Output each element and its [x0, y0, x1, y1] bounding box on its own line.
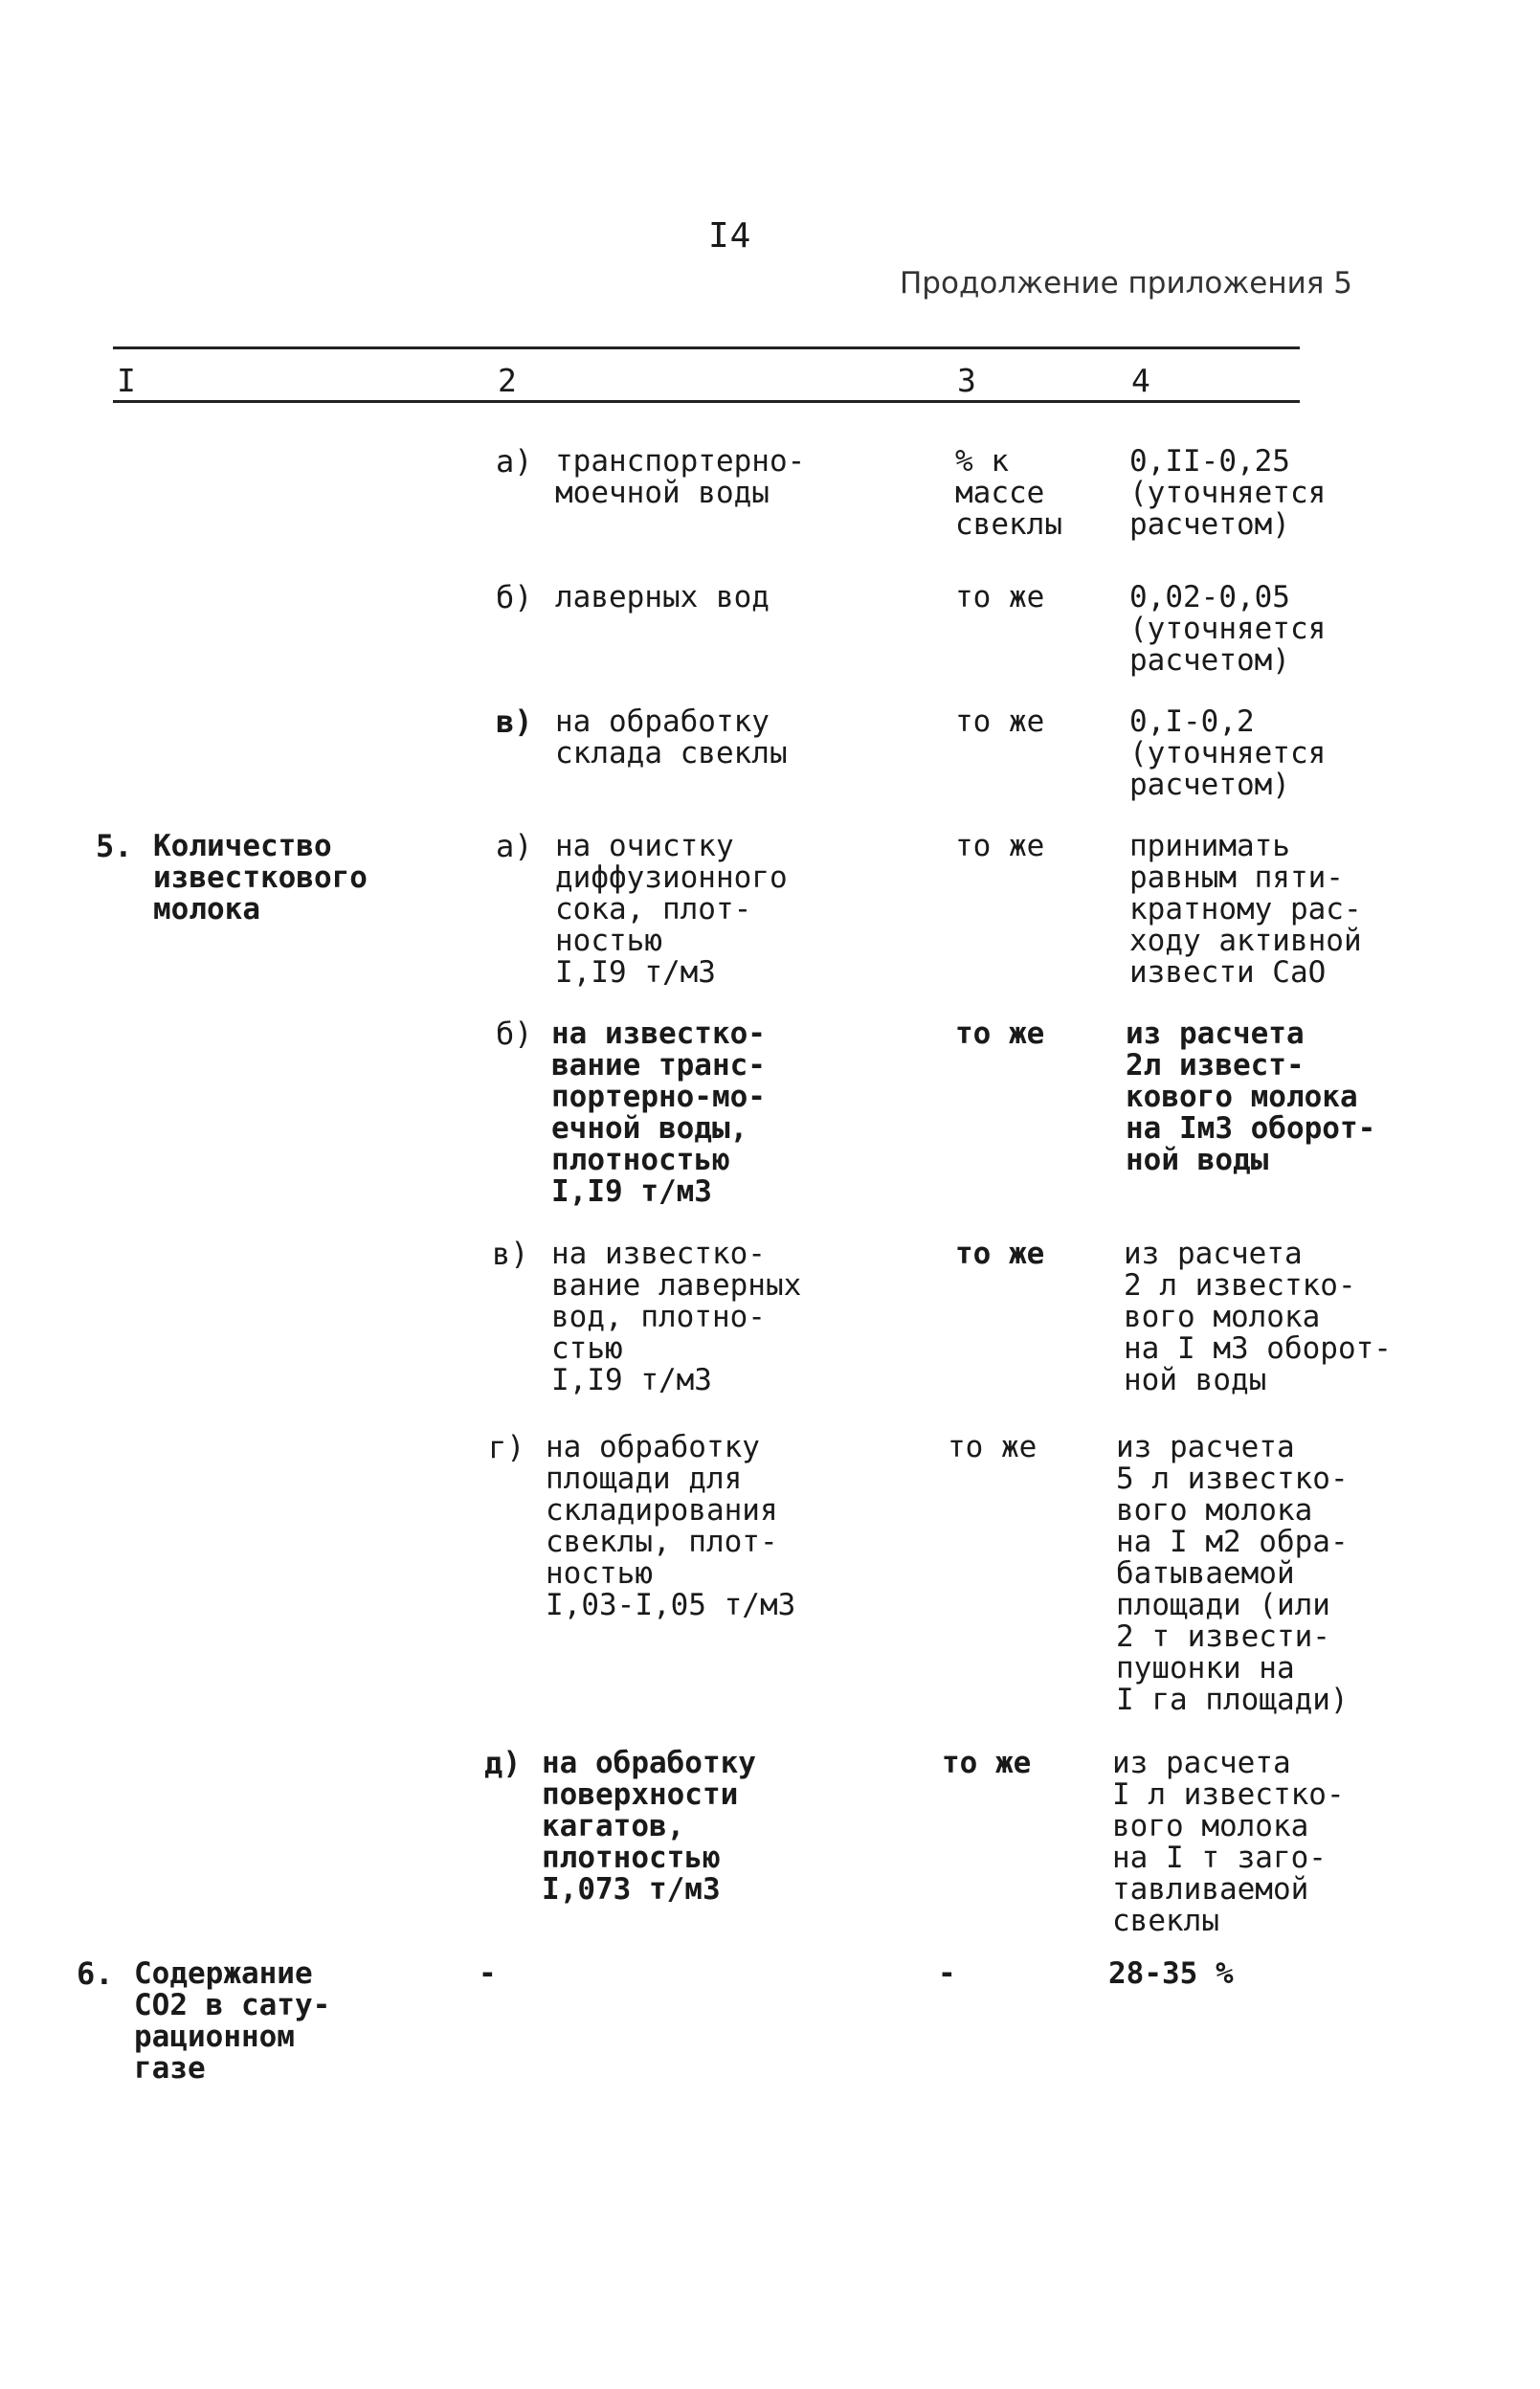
parameter-name: Количество известкового молока [153, 829, 368, 927]
item-label: б) [496, 1016, 533, 1052]
item-label: в) [496, 703, 533, 740]
item-unit: то же [948, 1430, 1038, 1464]
item-number: 6. [77, 1955, 114, 1992]
item-label: а) [496, 443, 533, 480]
item-description: на очистку диффузионного сока, плот- ностью I,I9 т/м3 [555, 829, 788, 990]
column-header-2: 2 [498, 362, 517, 399]
item-description: транспортерно- моечной воды [555, 444, 806, 510]
item-unit: % к массе свеклы [955, 444, 1062, 542]
item-value: 0,II-0,25 (уточняется расчетом) [1129, 444, 1327, 542]
item-unit: то же [955, 1016, 1045, 1051]
item-description: на обработку склада свеклы [555, 704, 788, 770]
table-top-rule [113, 346, 1300, 349]
column-header-4: 4 [1131, 362, 1150, 399]
item-description: лаверных вод [555, 580, 770, 614]
item-label: д) [484, 1745, 522, 1781]
item-label: б) [496, 579, 533, 615]
item-description: - [479, 1956, 497, 1991]
column-header-3: 3 [957, 362, 976, 399]
item-label: в) [492, 1236, 529, 1272]
item-label: а) [496, 828, 533, 864]
page-number: I4 [708, 216, 752, 256]
item-value: из расчета I л известко- вого молока на I т заго- тавливаемой свеклы [1112, 1746, 1345, 1938]
item-value: 0,I-0,2 (уточняется расчетом) [1129, 704, 1327, 802]
item-value: из расчета 2 л известко- вого молока на I м3 оборот- ной воды [1124, 1237, 1392, 1397]
item-unit: то же [955, 1237, 1045, 1271]
item-unit: то же [955, 580, 1045, 614]
item-value: из расчета 5 л известко- вого молока на I м2 обра- батываемой площади (или 2 т извести- пушонки на I га площади) [1116, 1430, 1349, 1717]
continuation-note: Продолжение приложения 5 [900, 266, 1353, 301]
item-description: на известко- вание транс- портерно-мо- ечной воды, плотностью I,I9 т/м3 [551, 1016, 766, 1209]
item-unit: то же [942, 1746, 1032, 1780]
item-value: принимать равным пяти- кратному рас- ходу активной извести СаО [1129, 829, 1362, 990]
item-value: из расчета 2л извест- кового молока на Iм3 оборот- ной воды [1126, 1016, 1376, 1177]
item-unit: то же [955, 704, 1045, 739]
item-description: на обработку площади для складирования свеклы, плот- ностью I,03-I,05 т/м3 [546, 1430, 796, 1622]
parameter-name: Содержание СО2 в сату- рационном газе [134, 1956, 331, 2086]
item-unit: то же [955, 829, 1045, 863]
item-description: на обработку поверхности кагатов, плотностью I,073 т/м3 [542, 1746, 756, 1907]
item-value: 28-35 % [1108, 1956, 1234, 1991]
item-label: г) [488, 1429, 525, 1465]
item-description: на известко- вание лаверных вод, плотно- стью I,I9 т/м3 [551, 1237, 802, 1397]
item-value: 0,02-0,05 (уточняется расчетом) [1129, 580, 1327, 678]
table-header-rule [113, 400, 1300, 403]
item-unit: - [938, 1956, 956, 1991]
column-header-1: I [117, 362, 136, 399]
item-number: 5. [96, 828, 133, 864]
